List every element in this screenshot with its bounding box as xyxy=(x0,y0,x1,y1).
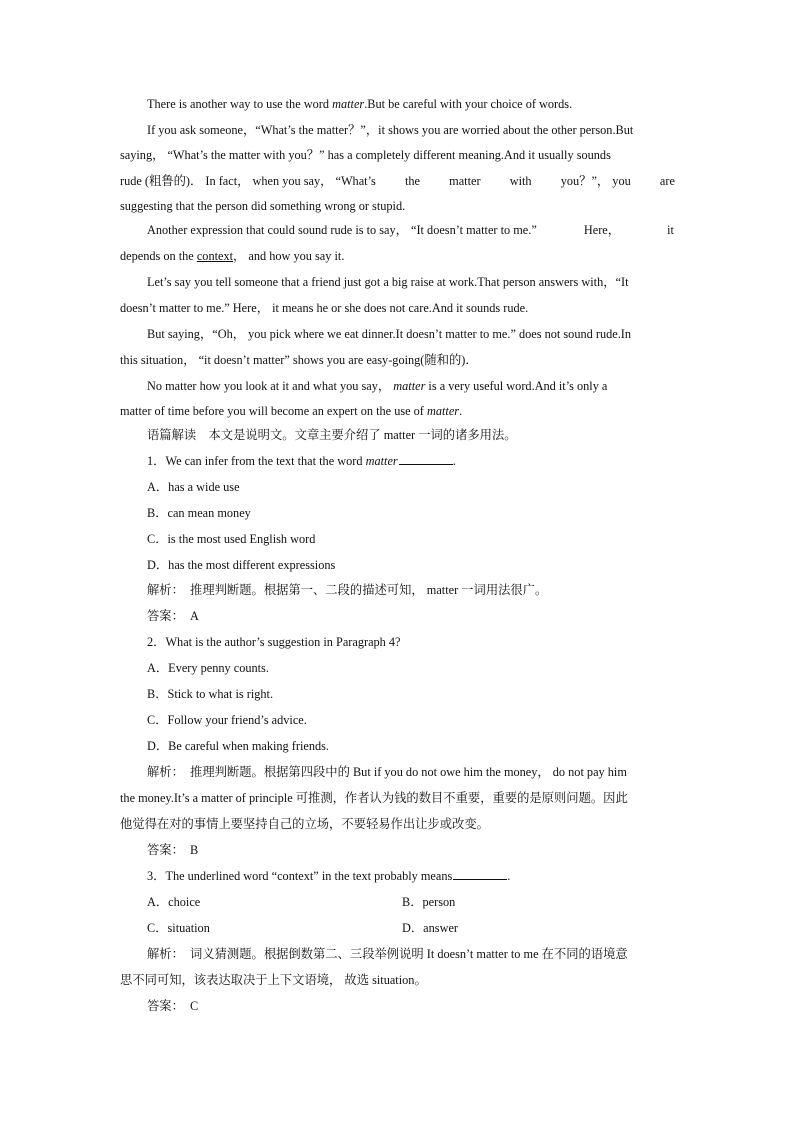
passage-p5-line2: this situation， “it doesn’t matter” shows you are easy-going(随和的)． xyxy=(120,353,478,367)
p2-l3-seg: the xyxy=(404,174,420,188)
p3-l1-seg: Here， xyxy=(583,223,621,237)
q2-explanation-line2: the money.It’s a matter of principle 可推测，作者认为钱的数目不重要，重要的是原则问题。因此 xyxy=(120,791,628,805)
italic-term: matter xyxy=(332,97,365,111)
q1-option-c: C．is the most used English word xyxy=(147,532,316,546)
passage-p2-line2: saying， “What’s the matter with you？” has a completely different meaning.And it usually sounds xyxy=(120,148,611,162)
q3-explanation-line1: 解析： 词义猜测题。根据倒数第二、三段举例说明 It doesn’t matter to me 在不同的语境意 xyxy=(147,947,628,961)
q1-option-a: A．has a wide use xyxy=(147,480,240,494)
q2-stem: 2．What is the author’s suggestion in Paragraph 4? xyxy=(147,635,401,649)
q3-stem xyxy=(0,868,794,884)
passage-p2-line3 xyxy=(0,173,675,189)
underlined-word-context: context xyxy=(196,249,234,263)
q1-option-d: D．has the most different expressions xyxy=(147,558,336,572)
q2-option-b: B．Stick to what is right. xyxy=(147,687,274,701)
q3-option-c: C．situation xyxy=(147,921,210,935)
italic-term: matter xyxy=(365,454,398,468)
q1-explanation: 解析： 推理判断题。根据第一、二段的描述可知， matter 一词用法很广。 xyxy=(147,583,548,597)
passage-p5-line1: But saying，“Oh， you pick where we eat dinner.It doesn’t matter to me.” does not sound rude.In xyxy=(147,327,632,341)
q1-stem xyxy=(0,453,794,469)
p3-l2-pre: depends on the xyxy=(120,249,197,263)
q3-option-a: A．choice xyxy=(147,895,201,909)
p2-l3-seg: matter xyxy=(449,174,481,188)
p2-l3-seg: with xyxy=(509,174,532,188)
passage-p3-line1 xyxy=(0,222,674,238)
passage-p2-line4: suggesting that the person did something wrong or stupid. xyxy=(120,199,406,213)
p3-l1-seg: it xyxy=(667,223,674,237)
q2-option-a: A．Every penny counts. xyxy=(147,661,269,675)
q2-answer: 答案： B xyxy=(147,843,199,857)
passage-p6-line1: No matter how you look at it and what you say， matter is a very useful word.And it’s only a xyxy=(147,379,608,393)
passage-p2-line1: If you ask someone，“What’s the matter？”，it shows you are worried about the other person.But xyxy=(147,123,634,137)
italic-term: matter xyxy=(393,379,426,393)
p2-l3-seg: rude (粗鲁的)． In fact， when you say， “What’s xyxy=(120,174,376,188)
passage-p1: There is another way to use the word matter.But be careful with your choice of words. xyxy=(147,97,573,111)
passage-p4-line1: Let’s say you tell someone that a friend just got a big raise at work.That person answers with，“It xyxy=(147,275,629,289)
p2-l3-seg: are xyxy=(659,174,675,188)
passage-p3-line2 xyxy=(0,248,794,264)
q3-option-b: B．person xyxy=(402,895,456,909)
italic-term: matter xyxy=(426,404,460,418)
q3-option-d: D．answer xyxy=(402,921,459,935)
q2-explanation-line1: 解析： 推理判断题。根据第四段中的 But if you do not owe him the money， do not pay him xyxy=(147,765,627,779)
p2-l3-seg: you？”， you xyxy=(560,174,631,188)
q3-stem-text: 3．The underlined word “context” in the text probably means xyxy=(147,869,453,883)
passage-p6-line2: matter of time before you will become an expert on the use of matter. xyxy=(120,404,463,418)
q3-options-row1 xyxy=(0,894,794,910)
answer-blank xyxy=(453,868,507,880)
q3-options-row2 xyxy=(0,920,794,936)
q1-stem-end: . xyxy=(452,454,456,468)
q2-option-d: D．Be careful when making friends. xyxy=(147,739,330,753)
q3-explanation-line2: 思不同可知，该表达取决于上下文语境， 故选 situation。 xyxy=(120,973,427,987)
q3-stem-end: . xyxy=(507,869,511,883)
answer-blank xyxy=(399,453,453,465)
analysis-intro: 语篇解读 本文是说明文。文章主要介绍了 matter 一词的诸多用法。 xyxy=(147,428,517,442)
passage-p4-line2: doesn’t matter to me.” Here， it means he or she does not care.And it sounds rude. xyxy=(120,301,529,315)
q2-option-c: C．Follow your friend’s advice. xyxy=(147,713,307,727)
q2-explanation-line3: 他觉得在对的事情上要坚持自己的立场，不要轻易作出让步或改变。 xyxy=(120,817,489,831)
p3-l2-post: ， and how you say it. xyxy=(233,249,345,263)
q1-stem-text: 1．We can infer from the text that the word matter xyxy=(147,454,398,468)
q1-option-b: B．can mean money xyxy=(147,506,251,520)
q1-answer: 答案： A xyxy=(147,609,199,623)
q3-answer: 答案： C xyxy=(147,999,199,1013)
p3-l1-seg: Another expression that could sound rude is to say， “It doesn’t matter to me.” xyxy=(147,223,537,237)
